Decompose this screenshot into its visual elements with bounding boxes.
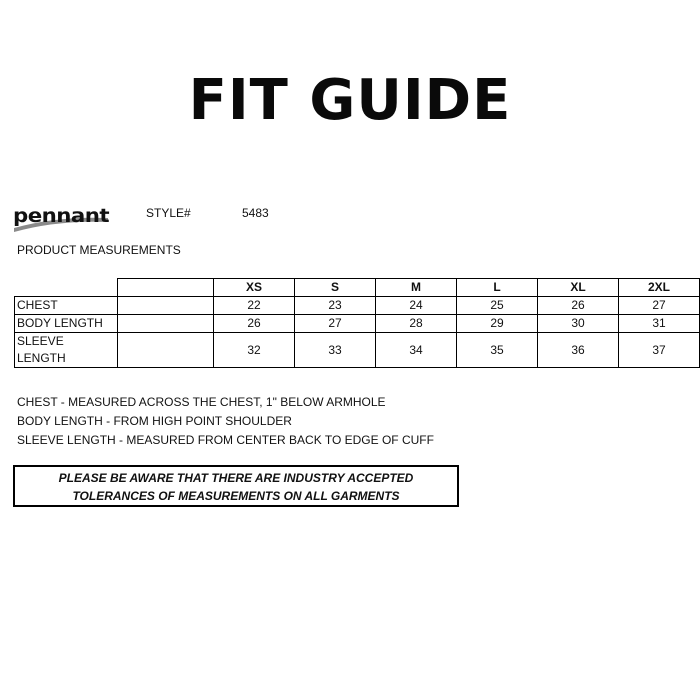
table-cell: 33 [295, 333, 376, 368]
size-header: L [457, 279, 538, 297]
blank-cell [118, 315, 214, 333]
pennant-logo [12, 198, 112, 240]
table-cell: 29 [457, 315, 538, 333]
measurements-table [14, 278, 700, 368]
svg-text:pennant: pennant [13, 205, 110, 227]
table-cell: 35 [457, 333, 538, 368]
table-cell: 37 [619, 333, 700, 368]
table-cell: 27 [619, 297, 700, 315]
note-body-length: BODY LENGTH - FROM HIGH POINT SHOULDER [17, 414, 292, 428]
style-label: STYLE# [146, 206, 191, 220]
size-header: M [376, 279, 457, 297]
note-sleeve-length: SLEEVE LENGTH - MEASURED FROM CENTER BACK TO EDGE OF CUFF [17, 433, 434, 447]
table-cell: 36 [538, 333, 619, 368]
size-header: S [295, 279, 376, 297]
size-header: XS [214, 279, 295, 297]
table-cell: 24 [376, 297, 457, 315]
size-header: XL [538, 279, 619, 297]
table-cell: 30 [538, 315, 619, 333]
page-title: FIT GUIDE [188, 68, 512, 133]
table-cell: 23 [295, 297, 376, 315]
table-row [15, 315, 700, 333]
table-cell: 26 [538, 297, 619, 315]
table-cell: 22 [214, 297, 295, 315]
table-cell: 31 [619, 315, 700, 333]
row-label: BODY LENGTH [15, 315, 118, 333]
table-row [15, 297, 700, 315]
table-header-row [15, 279, 700, 297]
blank-cell [118, 297, 214, 315]
table-cell: 26 [214, 315, 295, 333]
size-header: 2XL [619, 279, 700, 297]
section-heading: PRODUCT MEASUREMENTS [17, 243, 181, 257]
note-chest: CHEST - MEASURED ACROSS THE CHEST, 1" BELOW ARMHOLE [17, 395, 386, 409]
notice-line-2: TOLERANCES OF MEASUREMENTS ON ALL GARMENTS [72, 489, 400, 503]
blank-corner [15, 279, 118, 297]
row-label: CHEST [15, 297, 118, 315]
table-cell: 34 [376, 333, 457, 368]
style-number: 5483 [242, 206, 269, 220]
table-cell: 28 [376, 315, 457, 333]
tolerance-notice [13, 465, 459, 507]
blank-cell [118, 333, 214, 368]
table-cell: 27 [295, 315, 376, 333]
notice-line-1: PLEASE BE AWARE THAT THERE ARE INDUSTRY ACCEPTED [58, 471, 414, 485]
table-cell: 25 [457, 297, 538, 315]
measurement-notes [17, 393, 434, 450]
table-row [15, 333, 700, 368]
row-label: SLEEVE LENGTH [15, 333, 118, 368]
table-cell: 32 [214, 333, 295, 368]
blank-header-cell [118, 279, 214, 297]
